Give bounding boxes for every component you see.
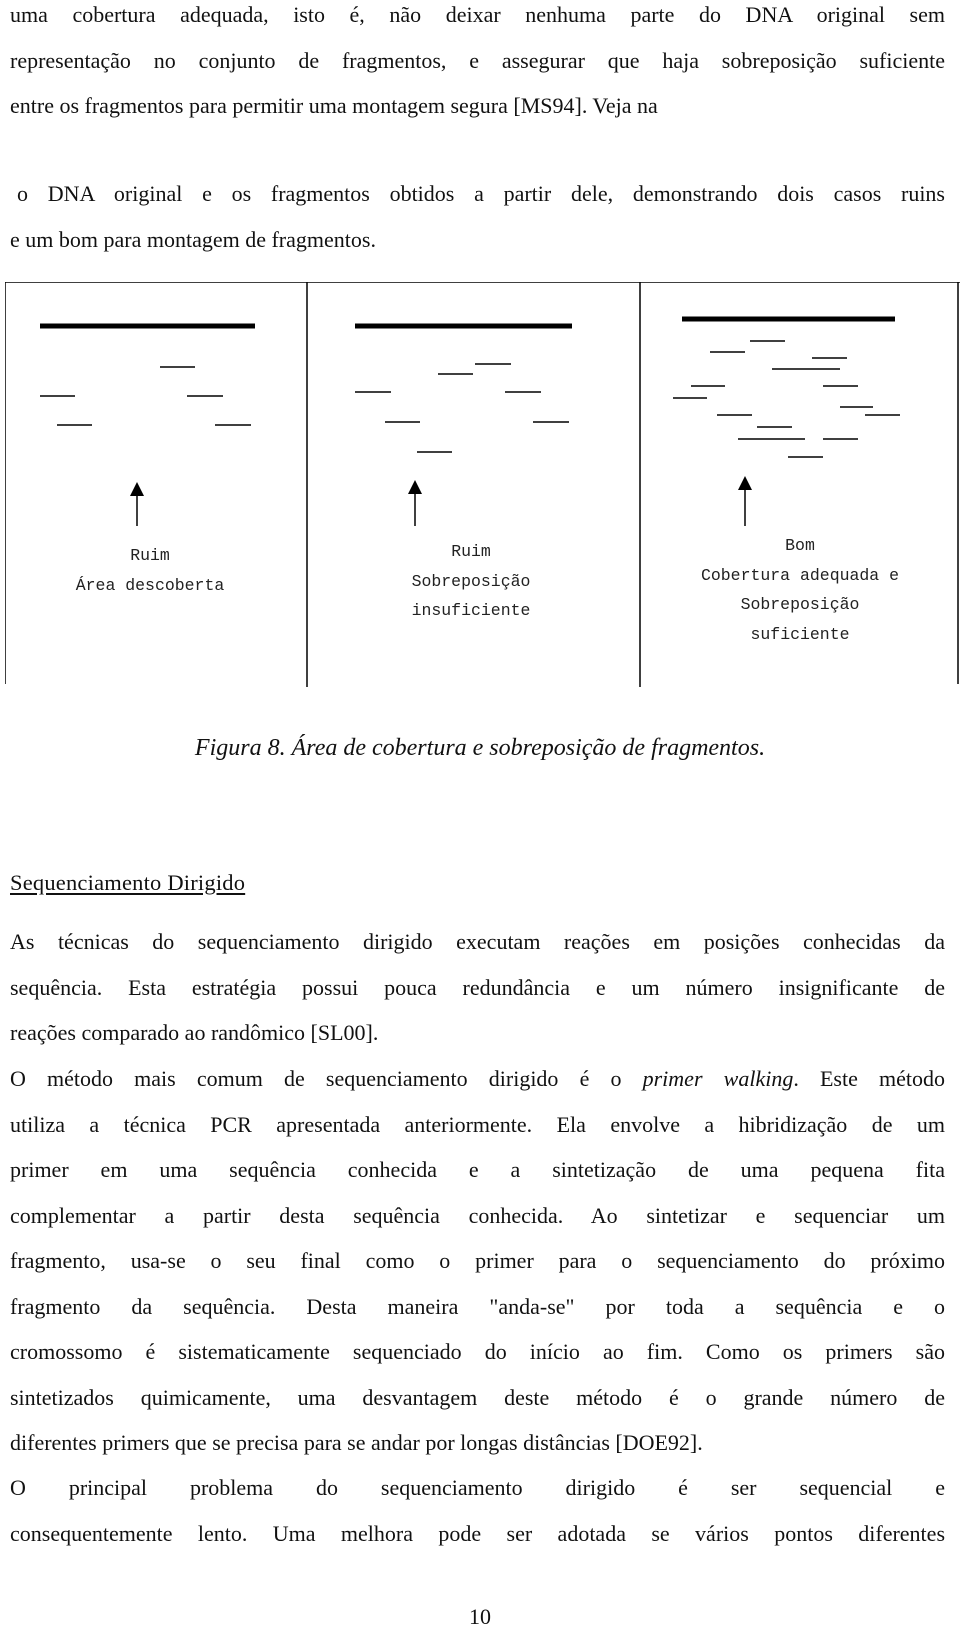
panel-label-line: Bom xyxy=(785,536,815,555)
italic-term: primer walking xyxy=(642,1066,794,1091)
text-fragment: O método mais comum de sequenciamento dirigido é o xyxy=(10,1066,643,1091)
panel-label-line: Área descoberta xyxy=(75,575,225,595)
text-line: uma cobertura adequada, isto é, não deixar nenhuma parte do DNA original sem xyxy=(10,2,945,27)
panel-label-line: Ruim xyxy=(130,546,170,565)
text-line: fragmento da sequência. Desta maneira "anda-se" por toda a sequência e o xyxy=(10,1293,945,1319)
text-line: sequência. Esta estratégia possui pouca redundância e um número insignificante de xyxy=(10,974,945,1000)
text-line: reações comparado ao randômico [SL00]. xyxy=(10,1020,379,1045)
text-line xyxy=(10,1056,945,1102)
panel-2-fragments xyxy=(355,364,569,452)
text-line: fragmento, usa-se o seu final como o primer para o sequenciamento do próximo xyxy=(10,1248,945,1273)
panel-label-line: suficiente xyxy=(750,624,850,644)
text-line: complementar a partir desta sequência conhecida. Ao sintetizar e sequenciar um xyxy=(10,1202,945,1228)
panel-label-poor-overlap xyxy=(321,537,621,626)
panel-label-good xyxy=(645,531,955,649)
text-fragment: . Este método xyxy=(793,1066,945,1091)
arrow-heads xyxy=(130,476,752,496)
section-paragraph-2 xyxy=(10,1056,945,1466)
text-line: cromossomo é sistematicamente sequenciado do início ao fim. Como os primers são xyxy=(10,1339,945,1364)
text-line: primer em uma sequência conhecida e a sintetização de uma pequena fita xyxy=(10,1157,945,1182)
text-line: O principal problema do sequenciamento dirigido é ser sequencial e xyxy=(10,1475,945,1500)
panel-label-line: Sobreposição xyxy=(411,571,531,591)
section-heading: Sequenciamento Dirigido xyxy=(10,870,246,895)
panel-label-poor-coverage xyxy=(5,541,295,600)
text-line: As técnicas do sequenciamento dirigido executam reações em posições conhecidas da xyxy=(10,929,945,954)
text-line: representação no conjunto de fragmentos, e assegurar que haja sobreposição suficiente xyxy=(10,47,945,73)
arrow-up-icon xyxy=(130,482,144,496)
page-number: 10 xyxy=(469,1604,491,1629)
panel-label-line: Cobertura adequada e xyxy=(700,565,900,585)
intro-paragraph-continued xyxy=(10,171,945,262)
text-line: e um bom para montagem de fragmentos. xyxy=(10,226,376,252)
text-line: consequentemente lento. Uma melhora pode ser adotada se vários pontos diferentes xyxy=(10,1520,945,1546)
panel-3-fragments xyxy=(673,341,900,457)
panel-label-line: Ruim xyxy=(451,542,491,561)
text-line: diferentes primers que se precisa para se andar por longas distâncias [DOE92]. xyxy=(10,1430,703,1455)
arrow-up-icon xyxy=(738,476,752,490)
text-line: entre os fragmentos para permitir uma montagem segura [MS94]. Veja na xyxy=(10,93,658,118)
fragment-coverage-figure xyxy=(5,282,960,707)
figure-caption: Figura 8. Área de cobertura e sobreposição de fragmentos. xyxy=(194,735,766,761)
text-line: o DNA original e os fragmentos obtidos a partir dele, demonstrando dois casos ruins xyxy=(17,181,945,206)
panel-label-line: insuficiente xyxy=(411,601,531,620)
section-paragraph-1 xyxy=(10,919,945,1056)
panel-1-fragments xyxy=(40,367,251,425)
pointer-arrows xyxy=(137,488,745,526)
section-paragraph-3 xyxy=(10,1465,945,1556)
text-line: sintetizados quimicamente, uma desvantagem deste método é o grande número de xyxy=(10,1384,945,1410)
arrow-up-icon xyxy=(408,480,422,494)
text-line: utiliza a técnica PCR apresentada anteriormente. Ela envolve a hibridização de um xyxy=(10,1111,945,1137)
intro-paragraph xyxy=(10,0,945,129)
panel-label-line: Sobreposição xyxy=(740,595,860,614)
